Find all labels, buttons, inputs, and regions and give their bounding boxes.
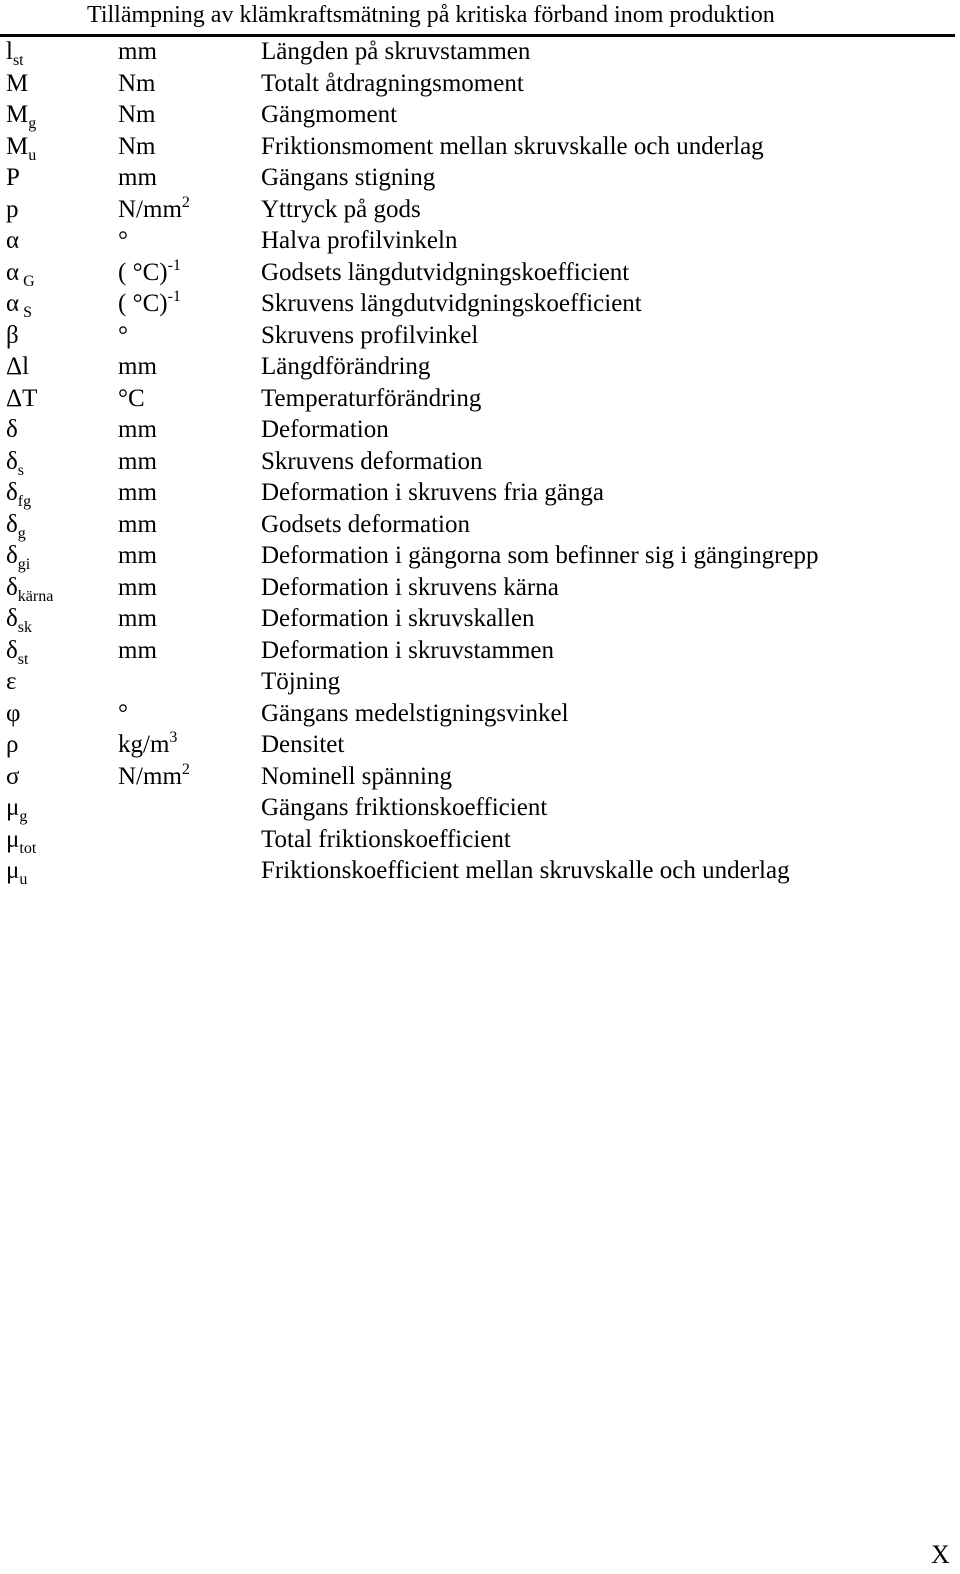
symbol-cell — [6, 351, 29, 383]
description-cell: Total friktionskoefficient — [261, 825, 511, 853]
symbol-cell — [6, 320, 19, 352]
description-cell: Yttryck på gods — [261, 195, 421, 223]
description-cell: Godsets deformation — [261, 510, 470, 538]
symbol-text: M — [6, 69, 29, 97]
symbol-text: δ — [6, 479, 18, 506]
unit-cell — [118, 383, 145, 415]
unit-cell — [118, 194, 190, 226]
description-cell: Deformation i skruvstammen — [261, 636, 554, 664]
symbol-cell — [6, 666, 17, 698]
symbol-row — [0, 761, 955, 793]
description-cell: Temperaturförändring — [261, 384, 482, 412]
symbol-subscript: fg — [17, 493, 32, 510]
unit-superscript: -1 — [167, 256, 181, 274]
symbol-subscript: sk — [17, 619, 33, 636]
unit-cell — [118, 509, 157, 541]
description-cell: Friktionskoefficient mellan skruvskalle och underlag — [261, 857, 790, 884]
unit-text: Nm — [118, 132, 156, 160]
symbol-row — [0, 572, 955, 604]
symbol-subscript: gi — [17, 556, 31, 573]
symbol-row — [0, 383, 955, 415]
unit-cell — [118, 477, 157, 509]
symbol-text: δ — [6, 605, 18, 632]
symbol-text: β — [6, 321, 19, 349]
symbol-row — [0, 99, 955, 131]
page-marker: X — [931, 1540, 950, 1569]
symbol-row — [0, 162, 955, 194]
unit-cell — [118, 68, 156, 100]
description-cell: Friktionsmoment mellan skruvskalle och underlag — [261, 132, 764, 160]
description-cell: Deformation — [261, 416, 389, 443]
unit-text: ° — [118, 227, 128, 254]
symbol-text: δ — [6, 636, 18, 664]
symbol-row — [0, 729, 955, 761]
symbol-subscript: u — [19, 871, 28, 888]
symbol-table — [0, 36, 955, 887]
symbol-cell — [6, 729, 18, 761]
symbol-subscript: tot — [19, 839, 37, 857]
description-cell: Deformation i skruvens kärna — [261, 573, 559, 601]
symbol-cell — [6, 383, 37, 415]
unit-superscript: 3 — [169, 729, 178, 746]
symbol-cell — [6, 131, 36, 163]
symbol-text: p — [6, 195, 19, 223]
symbol-cell — [6, 225, 19, 257]
description-cell: Godsets längdutvidgningskoefficient — [261, 258, 630, 286]
symbol-cell — [6, 257, 35, 289]
symbol-row — [0, 194, 955, 226]
unit-cell — [118, 635, 157, 667]
description-cell: Gängmoment — [261, 101, 398, 128]
unit-text: kg/m — [118, 731, 170, 758]
unit-cell — [118, 414, 157, 446]
unit-cell — [118, 351, 157, 383]
symbol-row — [0, 225, 955, 257]
symbol-cell — [6, 288, 32, 320]
description-cell: Halva profilvinkeln — [261, 227, 458, 254]
unit-text: N/mm — [118, 195, 182, 223]
symbol-text: δ — [6, 416, 18, 443]
symbol-row — [0, 320, 955, 352]
description-cell: Töjning — [261, 668, 341, 695]
symbol-row — [0, 131, 955, 163]
symbol-row — [0, 855, 955, 887]
symbol-subscript: st — [17, 650, 29, 668]
symbol-text: α — [6, 227, 20, 254]
symbol-row — [0, 603, 955, 635]
unit-text: mm — [118, 447, 157, 475]
symbol-row — [0, 351, 955, 383]
symbol-cell — [6, 540, 30, 572]
symbol-row — [0, 635, 955, 667]
description-cell: Totalt åtdragningsmoment — [261, 69, 524, 97]
unit-text: mm — [118, 510, 157, 538]
description-cell: Densitet — [261, 731, 345, 758]
symbol-text: δ — [6, 447, 18, 475]
symbol-subscript: G — [19, 272, 35, 290]
symbol-text: M — [6, 132, 29, 160]
symbol-text: φ — [6, 699, 21, 727]
unit-text: ° — [118, 321, 128, 349]
unit-cell — [118, 131, 156, 163]
symbol-cell — [6, 572, 53, 604]
description-cell: Längden på skruvstammen — [261, 38, 531, 65]
symbol-subscript: kärna — [17, 587, 54, 605]
unit-cell — [118, 761, 190, 793]
unit-cell — [118, 446, 157, 478]
symbol-row — [0, 257, 955, 289]
unit-text: mm — [118, 573, 157, 601]
unit-text: mm — [118, 605, 157, 632]
unit-cell — [118, 603, 157, 635]
symbol-row — [0, 792, 955, 824]
symbol-row — [0, 446, 955, 478]
unit-cell — [118, 257, 181, 289]
symbol-text: Δl — [6, 353, 30, 380]
description-cell: Deformation i gängorna som befinner sig i gängingrepp — [261, 542, 819, 569]
symbol-row — [0, 477, 955, 509]
description-cell: Gängans stigning — [261, 164, 436, 191]
unit-text: mm — [118, 164, 157, 191]
unit-text: °C — [118, 384, 145, 412]
unit-text: N/mm — [118, 762, 182, 790]
symbol-row — [0, 288, 955, 320]
symbol-text: M — [6, 101, 29, 128]
symbol-text: ε — [6, 668, 17, 695]
symbol-text: P — [6, 164, 20, 191]
symbol-subscript: S — [19, 304, 33, 321]
symbol-subscript: g — [28, 115, 37, 132]
unit-text: ( °C) — [118, 290, 168, 317]
symbol-cell — [6, 446, 24, 478]
unit-cell — [118, 698, 128, 730]
unit-text: Nm — [118, 101, 156, 128]
symbol-row — [0, 824, 955, 856]
symbol-text: μ — [6, 794, 20, 821]
symbol-cell — [6, 194, 19, 226]
unit-text: mm — [118, 479, 157, 506]
unit-cell — [118, 729, 177, 761]
symbol-row — [0, 414, 955, 446]
unit-text: mm — [118, 636, 157, 664]
unit-cell — [118, 162, 157, 194]
symbol-cell — [6, 698, 20, 730]
symbol-text: σ — [6, 762, 20, 790]
symbol-text: δ — [6, 510, 18, 538]
unit-cell — [118, 572, 157, 604]
symbol-text: l — [6, 38, 13, 65]
symbol-text: μ — [6, 825, 20, 853]
unit-cell — [118, 99, 156, 131]
symbol-row — [0, 540, 955, 572]
unit-text: ° — [118, 699, 128, 727]
unit-text: mm — [118, 353, 157, 380]
symbol-text: ΔT — [6, 384, 38, 412]
symbol-cell — [6, 477, 31, 509]
symbol-subscript: s — [17, 461, 25, 479]
symbol-cell — [6, 99, 36, 131]
unit-cell — [118, 540, 157, 572]
symbol-cell — [6, 509, 26, 541]
description-cell: Gängans friktionskoefficient — [261, 794, 548, 821]
symbol-text: α — [6, 290, 20, 317]
symbol-cell — [6, 761, 19, 793]
unit-superscript: -1 — [167, 288, 181, 305]
unit-superscript: 2 — [181, 193, 190, 211]
description-cell: Skruvens profilvinkel — [261, 321, 479, 349]
symbol-subscript: g — [19, 808, 28, 825]
symbol-text: μ — [6, 857, 20, 884]
symbol-subscript: u — [28, 146, 37, 164]
symbol-subscript: g — [17, 524, 26, 542]
symbol-text: δ — [6, 542, 18, 569]
symbol-subscript: st — [12, 52, 24, 69]
unit-text: mm — [118, 38, 157, 65]
description-cell: Gängans medelstigningsvinkel — [261, 699, 569, 727]
symbol-cell — [6, 162, 20, 194]
unit-text: mm — [118, 416, 157, 443]
page-header — [0, 0, 955, 37]
symbol-cell — [6, 68, 28, 100]
symbol-row — [0, 36, 955, 68]
description-cell: Deformation i skruvskallen — [261, 605, 535, 632]
symbol-cell — [6, 36, 24, 68]
symbol-cell — [6, 855, 27, 887]
unit-text: ( °C) — [118, 258, 168, 286]
document-title: Tillämpning av klämkraftsmätning på kritiska förband inom produktion — [87, 2, 775, 28]
symbol-cell — [6, 792, 27, 824]
symbol-row — [0, 68, 955, 100]
symbol-text: ρ — [6, 731, 19, 758]
symbol-cell — [6, 603, 32, 635]
symbol-row — [0, 509, 955, 541]
unit-cell — [118, 288, 181, 320]
unit-superscript: 2 — [181, 760, 190, 778]
symbol-row — [0, 698, 955, 730]
unit-text: Nm — [118, 69, 156, 97]
description-cell: Skruvens deformation — [261, 447, 483, 475]
unit-text: mm — [118, 542, 157, 569]
unit-cell — [118, 36, 157, 68]
symbol-row — [0, 666, 955, 698]
symbol-text: α — [6, 258, 20, 286]
description-cell: Nominell spänning — [261, 762, 452, 790]
symbol-cell — [6, 635, 28, 667]
symbol-cell — [6, 824, 36, 856]
description-cell: Skruvens längdutvidgningskoefficient — [261, 290, 642, 317]
description-cell: Deformation i skruvens fria gänga — [261, 479, 604, 506]
unit-cell — [118, 225, 128, 257]
symbol-cell — [6, 414, 18, 446]
description-cell: Längdförändring — [261, 353, 431, 380]
unit-cell — [118, 320, 128, 352]
symbol-text: δ — [6, 573, 18, 601]
